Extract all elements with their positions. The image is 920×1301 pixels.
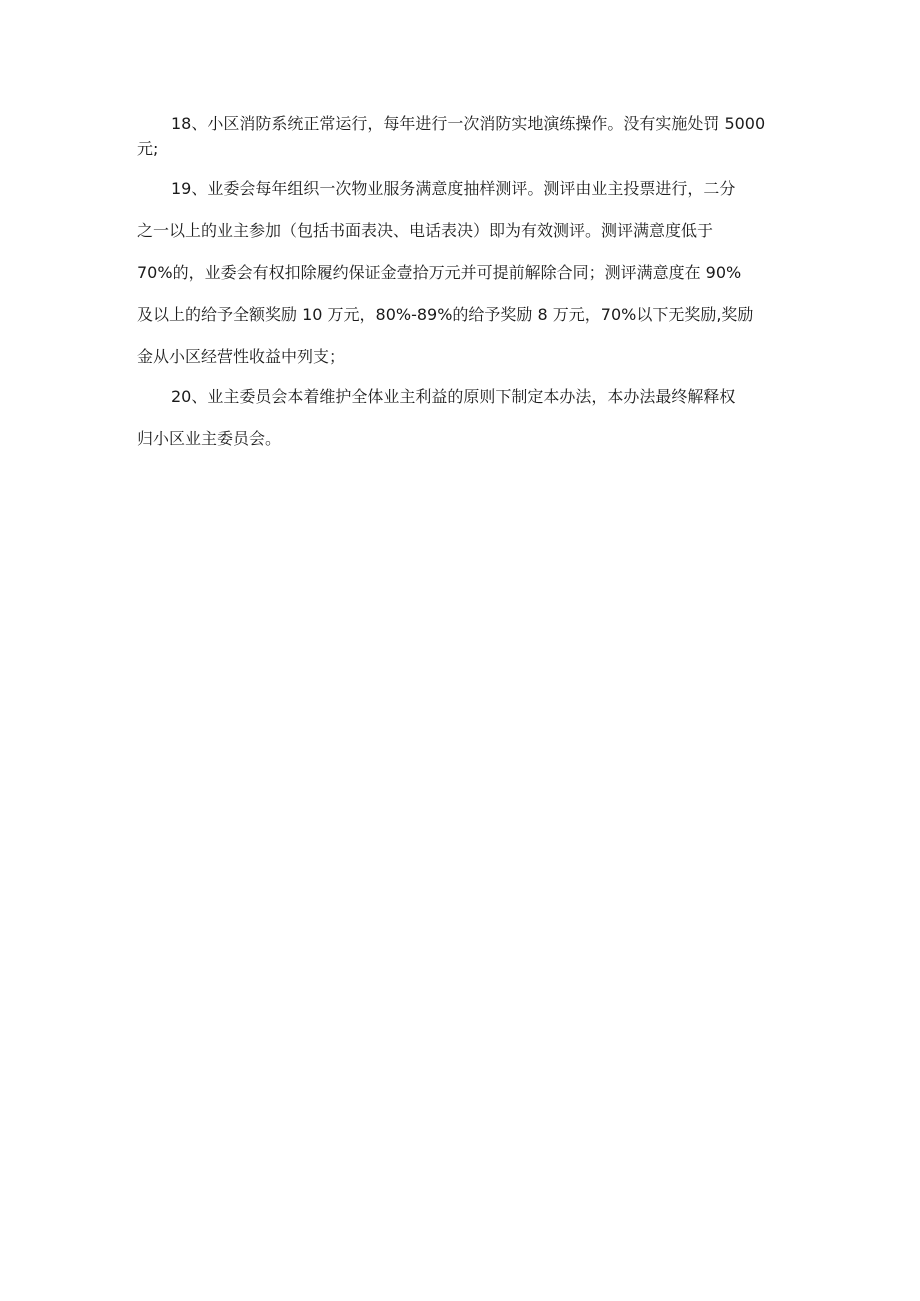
paragraph-line: 之一以上的业主参加（包括书面表决、电话表决）即为有效测评。测评满意度低于 [137, 221, 714, 240]
paragraph-line: 元; [137, 139, 159, 158]
paragraph-line: 金从小区经营性收益中列支； [137, 347, 346, 366]
paragraph-item-20 [137, 386, 787, 450]
paragraph-line: 70%的，业委会有权扣除履约保证金壹拾万元并可提前解除合同；测评满意度在 90% [137, 263, 742, 282]
paragraph-line: 19、业委会每年组织一次物业服务满意度抽样测评。测评由业主投票进行，二分 [171, 179, 736, 198]
paragraph-item-18 [137, 113, 787, 160]
paragraph-line: 20、业主委员会本着维护全体业主利益的原则下制定本办法，本办法最终解释权 [171, 387, 736, 406]
document-body [137, 113, 787, 468]
paragraph-item-19 [137, 178, 787, 368]
paragraph-line: 归小区业主委员会。 [137, 429, 282, 448]
paragraph-line: 18、小区消防系统正常运行，每年进行一次消防实地演练操作。没有实施处罚 5000 [171, 114, 766, 133]
paragraph-line: 及以上的给予全额奖励 10 万元，80%-89%的给予奖励 8 万元，70%以下无奖励,奖励 [137, 305, 754, 324]
